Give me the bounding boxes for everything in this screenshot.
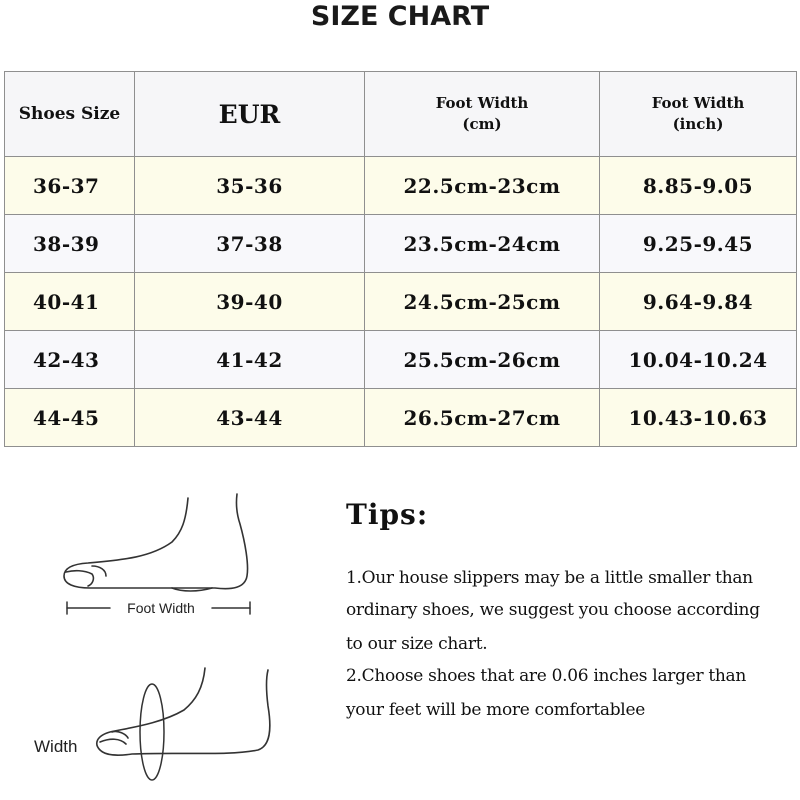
foot-illustration [0,480,330,800]
cell-eur: 43-44 [135,389,365,447]
cell-shoes-size: 36-37 [5,157,135,215]
table-row [5,157,797,215]
foot-width-label: Foot Width [127,600,195,616]
tip-line: to our size chart. [346,634,488,654]
cell-foot-width-inch: 10.04-10.24 [600,331,797,389]
table-row [5,273,797,331]
header-foot-width-cm [365,72,600,157]
header-foot-width-inch [600,72,797,157]
header-foot-width-inch-label: Foot Width [651,94,745,112]
cell-foot-width-cm: 22.5cm-23cm [365,157,600,215]
foot-side-view-icon [64,494,248,591]
cell-foot-width-inch: 10.43-10.63 [600,389,797,447]
foot-top-view-icon [97,668,270,755]
tip-line: 2.Choose shoes that are 0.06 inches larger than [346,666,747,686]
header-foot-width-cm-label: Foot Width [435,94,529,112]
cell-shoes-size: 44-45 [5,389,135,447]
tip-line: ordinary shoes, we suggest you choose according [346,600,760,620]
cell-eur: 41-42 [135,331,365,389]
tip-line: 1.Our house slippers may be a little smaller than [346,568,753,588]
width-measure-ring-icon [140,684,164,780]
tips-title: Tips: [346,498,429,531]
width-label: Width [34,737,78,756]
cell-shoes-size: 38-39 [5,215,135,273]
header-foot-width-cm-unit: (cm) [462,115,502,133]
cell-eur: 37-38 [135,215,365,273]
table-row [5,389,797,447]
header-foot-width-inch-unit: (inch) [672,115,724,133]
header-eur: EUR [135,72,365,157]
cell-shoes-size: 40-41 [5,273,135,331]
cell-shoes-size: 42-43 [5,331,135,389]
cell-eur: 39-40 [135,273,365,331]
tip-line: your feet will be more comfortablee [346,700,645,720]
cell-eur: 35-36 [135,157,365,215]
size-chart-table [4,71,797,447]
header-shoes-size: Shoes Size [5,72,135,157]
page-title: SIZE CHART [310,1,490,32]
cell-foot-width-cm: 25.5cm-26cm [365,331,600,389]
cell-foot-width-inch: 9.25-9.45 [600,215,797,273]
table-header-row [5,72,797,157]
cell-foot-width-inch: 8.85-9.05 [600,157,797,215]
table-row [5,331,797,389]
cell-foot-width-cm: 24.5cm-25cm [365,273,600,331]
table-row [5,215,797,273]
cell-foot-width-cm: 23.5cm-24cm [365,215,600,273]
cell-foot-width-cm: 26.5cm-27cm [365,389,600,447]
cell-foot-width-inch: 9.64-9.84 [600,273,797,331]
